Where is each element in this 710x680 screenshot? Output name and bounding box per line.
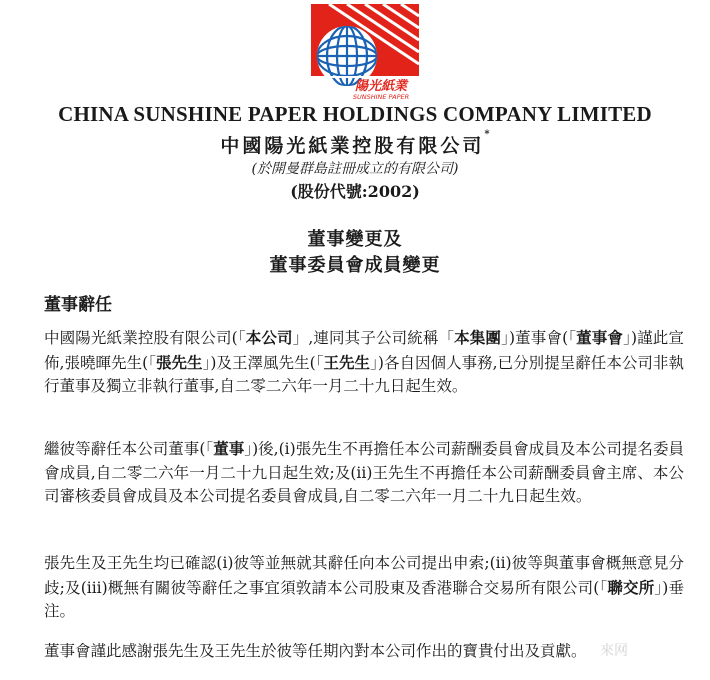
paragraph-2: [44, 437, 684, 509]
section-heading: 董事辭任: [44, 295, 112, 315]
text-run: 」)垂注。: [44, 578, 684, 620]
text-run: 張先生及王先生均已確認(i)彼等並無就其辭任向本公司提出申索;(ii)彼等與董事會概無意見分歧;及(iii)概無有關彼等辭任之事宜須敦請本公司股東及香港聯合交易所有限公司(「: [44, 554, 684, 597]
sunshine-globe-logo-icon: [309, 4, 421, 100]
defined-term: 聯交所: [607, 577, 655, 597]
paragraph-1: [44, 326, 684, 399]
defined-term: 本公司: [245, 328, 293, 347]
paragraph-3: [44, 552, 684, 624]
company-name-chinese: [0, 131, 710, 158]
defined-term: 本集團: [454, 328, 502, 347]
text-run: 」,連同其子公司統稱「: [292, 329, 455, 347]
defined-term: 王先生: [323, 352, 371, 372]
incorporation-note: (於開曼群島註冊成立的有限公司): [251, 161, 459, 177]
company-name-chinese-text: 中國陽光紙業控股有限公司: [220, 135, 485, 157]
watermark: 來网: [600, 643, 628, 659]
defined-term: 董事會: [576, 328, 624, 347]
text-run: 」)謹此宣佈,張曉暉先生(「: [44, 329, 684, 372]
text-run: 」)董事會(「: [501, 329, 577, 347]
text-run: 」)後,(i)張先生不再擔任本公司薪酬委員會成員及本公司提名委員會成員,自二零二六年一月二十九日起生效;及(ii)王先生不再擔任本公司薪酬委員會主席、本公司審核委員會成員及本公司提名委員會成員,自二零二六年一月二十九日起生效。: [44, 440, 684, 505]
stock-code: (股份代號:2002): [290, 182, 420, 201]
announcement-title-line-2: 董事委員會成員變更: [269, 255, 441, 276]
text-run: 中國陽光紙業控股有限公司(「: [44, 329, 246, 347]
logo-brand-zh: 陽光紙業: [354, 79, 408, 94]
paragraph-4: [44, 640, 684, 664]
text-run: 」)及王澤風先生(「: [202, 353, 324, 372]
text-run: 繼彼等辭任本公司董事(「: [44, 440, 214, 458]
company-logo: [309, 4, 421, 100]
logo-brand-en: SUNSHINE PAPER: [352, 93, 410, 100]
asterisk-mark: *: [484, 129, 490, 140]
company-name-english: CHINA SUNSHINE PAPER HOLDINGS COMPANY LIMITED: [58, 102, 652, 126]
defined-term: 董事: [213, 439, 245, 458]
text-run: 董事會謹此感謝張先生及王先生於彼等任期內對本公司作出的寶貴付出及貢獻。: [44, 642, 587, 660]
text-run: 」)各自因個人事務,已分別提呈辭任本公司非執行董事及獨立非執行董事,自二零二六年一月二十九日起生效。: [44, 353, 684, 395]
announcement-title-line-1: 董事變更及: [307, 229, 403, 250]
defined-term: 張先生: [156, 352, 203, 372]
